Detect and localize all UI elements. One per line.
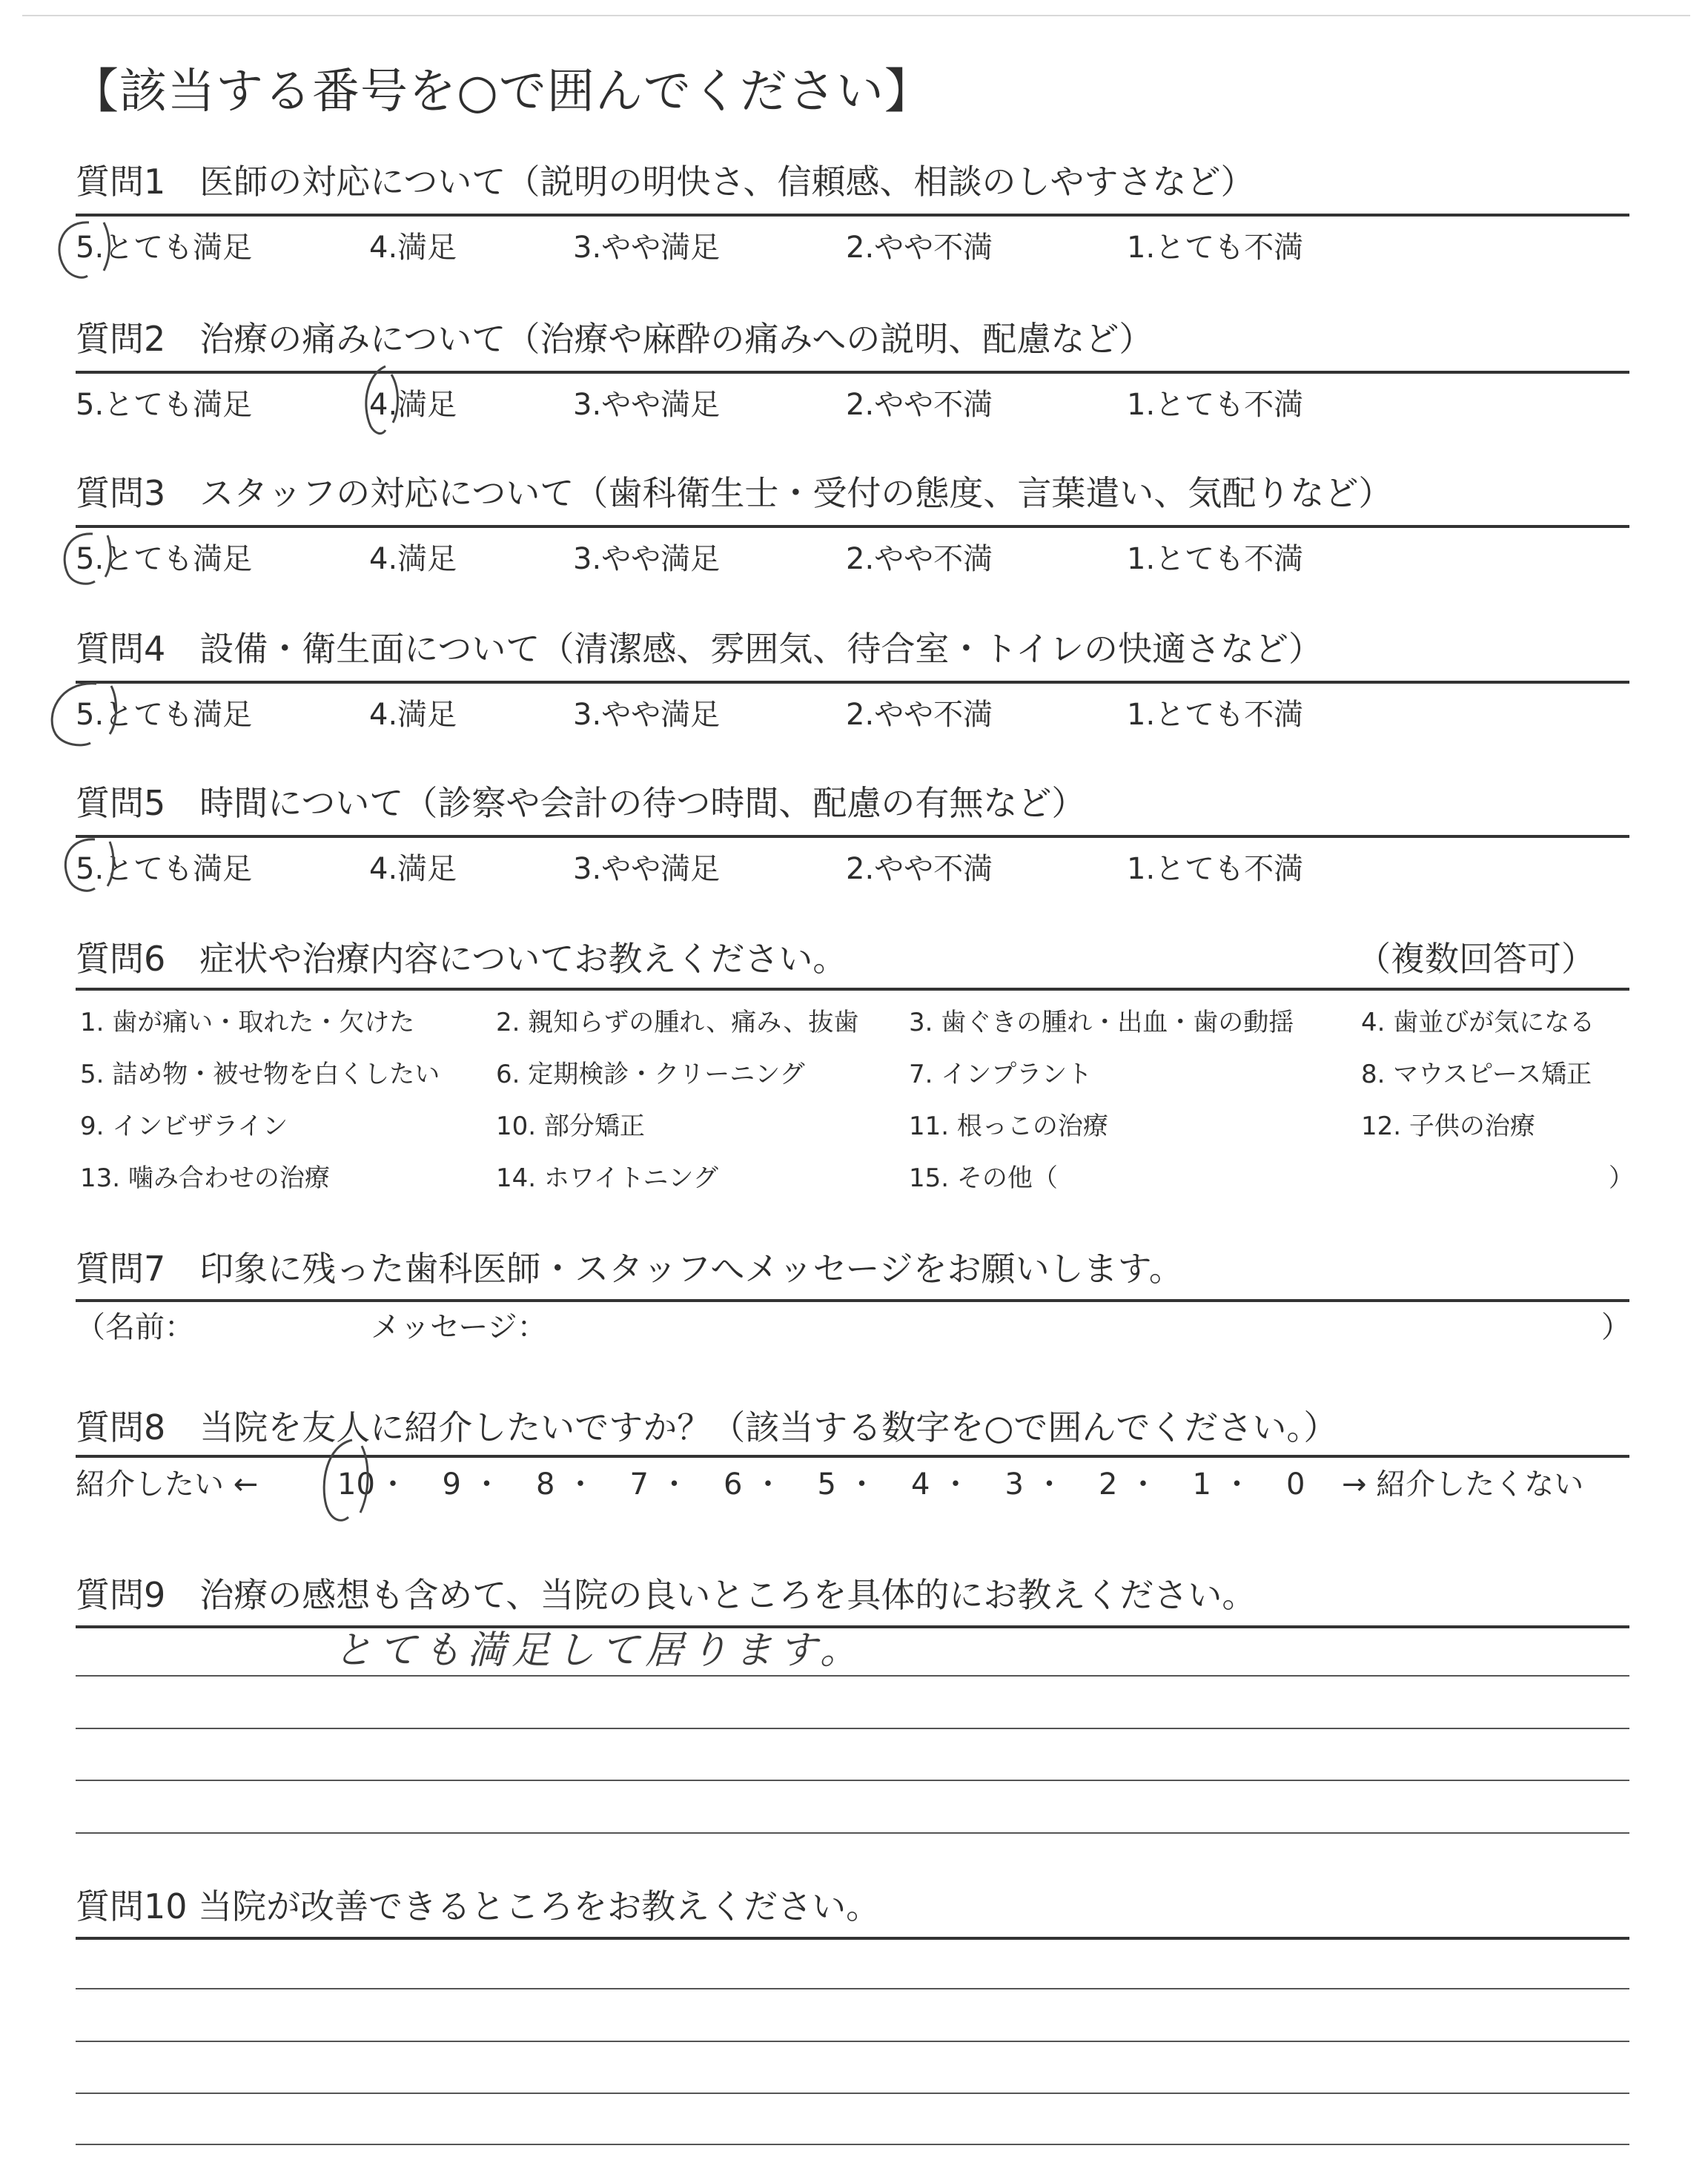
question-rule xyxy=(76,681,1629,684)
rating-option[interactable]: 2.やや不満 xyxy=(846,852,993,886)
symptom-option[interactable]: 12. 子供の治療 xyxy=(1361,1112,1535,1141)
question-rule xyxy=(76,214,1629,217)
separator-dot: ・ xyxy=(941,1467,970,1502)
rating-option[interactable]: 1.とても不満 xyxy=(1127,231,1304,265)
symptom-option[interactable]: 1. 歯が痛い・取れた・欠けた xyxy=(80,1008,415,1037)
question-heading: 質問9 治療の感想も含めて、当院の良いところを具体的にお教えください。 xyxy=(76,1575,1257,1615)
handwritten-answer: とても満足して居ります。 xyxy=(334,1628,864,1673)
rating-option[interactable]: 2.やや不満 xyxy=(846,388,993,422)
symptom-option[interactable]: 8. マウスピース矯正 xyxy=(1361,1060,1592,1089)
rating-option[interactable]: 1.とても不満 xyxy=(1127,542,1304,576)
answer-line xyxy=(76,2041,1629,2042)
recommend-scale-10[interactable]: 10 xyxy=(337,1467,375,1502)
symptom-option[interactable]: 5. 詰め物・被せ物を白くしたい xyxy=(80,1060,440,1089)
symptom-option[interactable]: 2. 親知らずの腫れ、痛み、抜歯 xyxy=(496,1008,859,1037)
name-field-label[interactable]: （名前： xyxy=(76,1310,194,1344)
symptom-option[interactable]: 11. 根っこの治療 xyxy=(909,1112,1108,1141)
answer-line xyxy=(76,1988,1629,1989)
recommend-scale-2[interactable]: 2 xyxy=(1099,1467,1118,1502)
question-heading: 質問6 症状や治療内容についてお教えください。 xyxy=(76,939,847,979)
rating-option[interactable]: 3.やや満足 xyxy=(573,852,721,886)
symptom-option[interactable]: 13. 噛み合わせの治療 xyxy=(80,1163,330,1193)
rating-option[interactable]: 4.満足 xyxy=(369,542,457,576)
question-heading: 質問10 当院が改善できるところをお教えください。 xyxy=(76,1886,881,1926)
answer-line xyxy=(76,1780,1629,1781)
recommend-scale-6[interactable]: 6 xyxy=(724,1467,743,1502)
rating-option[interactable]: 3.やや満足 xyxy=(573,388,721,422)
question-heading: 質問8 当院を友人に紹介したいですか？（該当する数字を○で囲んでください。） xyxy=(76,1407,1338,1447)
rating-option[interactable]: 1.とても不満 xyxy=(1127,388,1304,422)
separator-dot: ・ xyxy=(1222,1467,1252,1502)
rating-option[interactable]: 3.やや満足 xyxy=(573,231,721,265)
rating-option[interactable]: 2.やや不満 xyxy=(846,698,993,732)
separator-dot: ・ xyxy=(378,1467,408,1502)
rating-option[interactable]: 1.とても不満 xyxy=(1127,698,1304,732)
rating-option[interactable]: 4.満足 xyxy=(369,698,457,732)
symptom-option[interactable]: 6. 定期検診・クリーニング xyxy=(496,1060,805,1089)
rating-option[interactable]: 1.とても不満 xyxy=(1127,852,1304,886)
answer-line xyxy=(76,1675,1629,1677)
scale-left-label[interactable]: 紹介したい ← xyxy=(76,1467,259,1502)
recommend-scale-3[interactable]: 3 xyxy=(1004,1467,1024,1502)
separator-dot: ・ xyxy=(566,1467,595,1502)
answer-line xyxy=(76,1937,1629,1940)
separator-dot: ・ xyxy=(847,1467,877,1502)
rating-option[interactable]: 5.とても満足 xyxy=(76,388,253,422)
symptom-option[interactable]: 4. 歯並びが気になる xyxy=(1361,1008,1595,1037)
symptom-option[interactable]: 7. インプラント xyxy=(909,1060,1093,1089)
recommend-scale-4[interactable]: 4 xyxy=(911,1467,930,1502)
question-heading: 質問3 スタッフの対応について（歯科衛生士・受付の態度、言葉遣い、気配りなど） xyxy=(76,473,1393,513)
symptom-option[interactable]: 14. ホワイトニング xyxy=(496,1163,718,1193)
rating-option[interactable]: 3.やや満足 xyxy=(573,698,721,732)
question-heading: 質問7 印象に残った歯科医師・スタッフへメッセージをお願いします。 xyxy=(76,1249,1183,1289)
recommend-scale-7[interactable]: 7 xyxy=(629,1467,649,1502)
rating-option[interactable]: 4.満足 xyxy=(369,231,457,265)
close-paren: ） xyxy=(1609,1163,1634,1193)
question-heading: 質問4 設備・衛生面について（清潔感、雰囲気、待合室・トイレの快適さなど） xyxy=(76,629,1323,669)
question-heading: 質問1 医師の対応について（説明の明快さ、信頼感、相談のしやすさなど） xyxy=(76,162,1255,202)
separator-dot: ・ xyxy=(659,1467,689,1502)
recommend-scale-9[interactable]: 9 xyxy=(442,1467,461,1502)
separator-dot: ・ xyxy=(1034,1467,1065,1502)
rating-option[interactable]: 5.とても満足 xyxy=(76,698,253,732)
message-field-label[interactable]: メッセージ： xyxy=(371,1310,547,1344)
symptom-option[interactable]: 3. 歯ぐきの腫れ・出血・歯の動揺 xyxy=(909,1008,1294,1037)
answer-line xyxy=(76,2093,1629,2094)
question-rule xyxy=(76,1299,1629,1302)
rating-option[interactable]: 5.とても満足 xyxy=(76,852,253,886)
question-rule xyxy=(76,835,1629,838)
separator-dot: ・ xyxy=(471,1467,502,1502)
rating-option[interactable]: 4.満足 xyxy=(369,852,457,886)
question-rule xyxy=(76,371,1629,374)
multiple-answer-note: （複数回答可） xyxy=(1357,939,1595,979)
recommend-scale-0[interactable]: 0 xyxy=(1286,1467,1305,1502)
rating-option[interactable]: 5.とても満足 xyxy=(76,542,253,576)
question-heading: 質問5 時間について（診察や会計の待つ時間、配慮の有無など） xyxy=(76,783,1086,823)
symptom-option[interactable]: 9. インビザライン xyxy=(80,1112,288,1141)
question-rule xyxy=(76,988,1629,991)
separator-dot: ・ xyxy=(753,1467,783,1502)
question-rule xyxy=(76,525,1629,528)
question-rule xyxy=(76,1455,1629,1458)
answer-line xyxy=(76,2144,1629,2145)
rating-option[interactable]: 5.とても満足 xyxy=(76,231,253,265)
close-paren: ） xyxy=(1601,1310,1631,1344)
recommend-scale-8[interactable]: 8 xyxy=(536,1467,555,1502)
symptom-option[interactable]: 15. その他（ xyxy=(909,1163,1058,1193)
answer-line xyxy=(76,1728,1629,1729)
rating-option[interactable]: 2.やや不満 xyxy=(846,542,993,576)
symptom-option[interactable]: 10. 部分矯正 xyxy=(496,1112,645,1141)
rating-option[interactable]: 4.満足 xyxy=(369,388,457,422)
question-heading: 質問2 治療の痛みについて（治療や麻酔の痛みへの説明、配慮など） xyxy=(76,319,1153,359)
top-border xyxy=(22,15,1690,16)
recommend-scale-5[interactable]: 5 xyxy=(817,1467,836,1502)
recommend-scale-1[interactable]: 1 xyxy=(1192,1467,1211,1502)
separator-dot: ・ xyxy=(1128,1467,1158,1502)
rating-option[interactable]: 2.やや不満 xyxy=(846,231,993,265)
rating-option[interactable]: 3.やや満足 xyxy=(573,542,721,576)
page-title: 【該当する番号を○で囲んでください】 xyxy=(71,65,933,119)
answer-line xyxy=(76,1832,1629,1834)
scale-right-label[interactable]: → 紹介したくない xyxy=(1342,1467,1584,1502)
